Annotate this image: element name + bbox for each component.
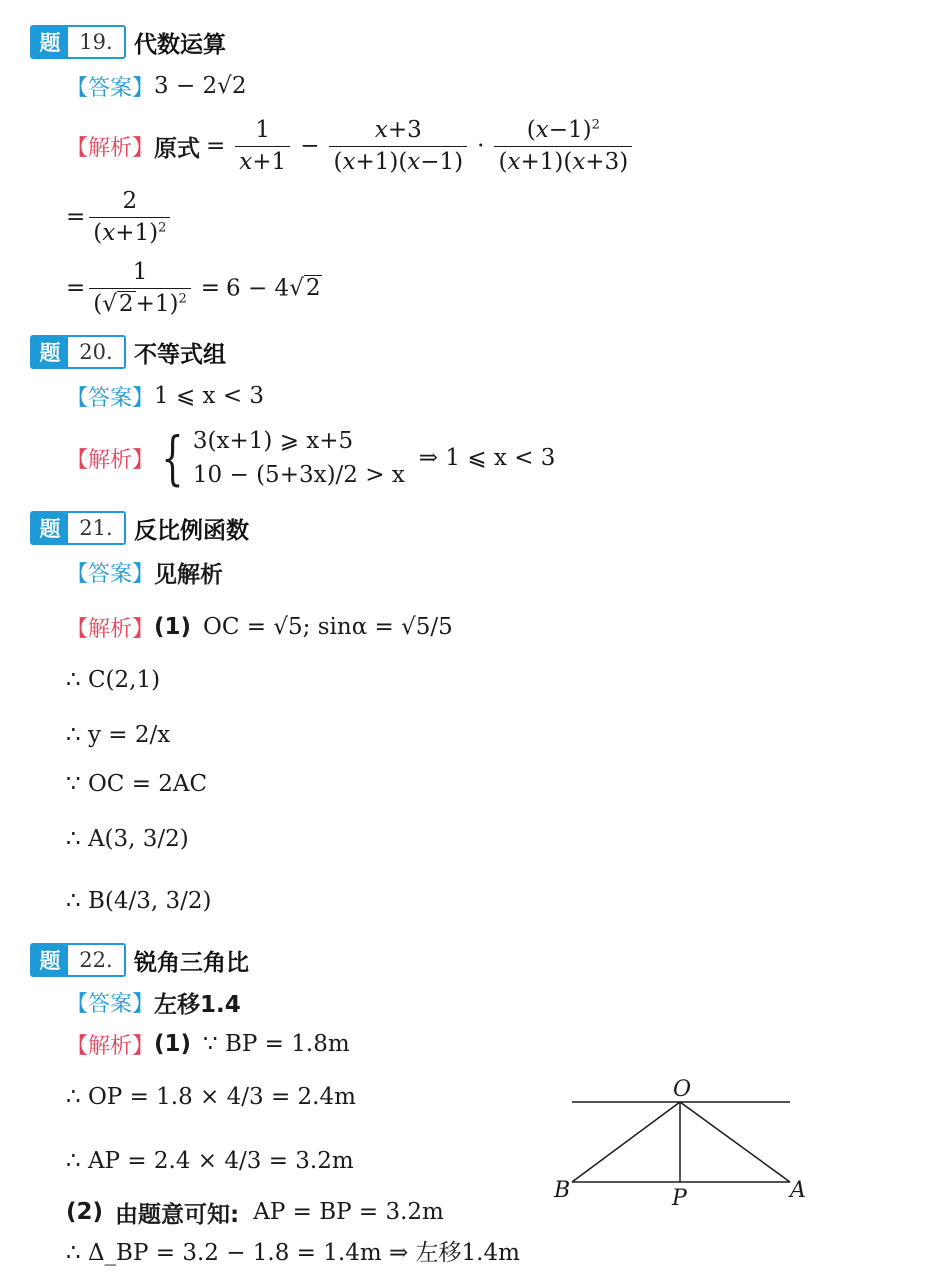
answer-value: 见解析 (154, 561, 224, 588)
analysis-step-1 (66, 596, 453, 658)
analysis-step-5 (66, 1232, 520, 1268)
answer-tag: 【答案】 (66, 385, 155, 411)
analysis-step-1 (66, 1026, 350, 1062)
question-title: 代数运算 (134, 31, 226, 58)
formula: AP = BP = 3.2m (253, 1199, 444, 1225)
analysis-step-4 (66, 766, 207, 802)
analysis-step-2 (66, 1066, 356, 1128)
analysis-step-6 (66, 870, 211, 932)
analysis-tag: 【解析】 (66, 1033, 155, 1059)
part-label: (1) (154, 1031, 192, 1057)
part-label: (1) (154, 614, 192, 640)
analysis-system (66, 420, 555, 496)
answer-line-22 (66, 984, 241, 1020)
question-badge (30, 335, 126, 369)
answer-value: 1 ⩽ x < 3 (154, 383, 265, 409)
formula: ∴ y = 2/x (66, 722, 171, 748)
question-badge (30, 943, 126, 977)
part-label: (2) (66, 1199, 104, 1225)
answer-value: 左移1.4 (154, 991, 241, 1018)
answer-line-20 (66, 378, 264, 414)
question-header-21 (30, 510, 249, 546)
answer-tag: 【答案】 (66, 561, 155, 587)
step-prefix: 原式 (154, 135, 201, 162)
question-title: 不等式组 (134, 341, 226, 368)
point-label-O: O (673, 1077, 692, 1102)
analysis-step-2 (66, 662, 160, 698)
inequality-system (193, 424, 405, 492)
analysis-tag: 【解析】 (66, 447, 155, 473)
point-label-A: A (790, 1178, 806, 1203)
analysis-step-3 (66, 1130, 354, 1192)
answer-value: 3 − 2√2 (154, 73, 247, 99)
formula: ∴ OP = 1.8 × 4/3 = 2.4m (66, 1084, 356, 1110)
formula: ∴ AP = 2.4 × 4/3 = 3.2m (66, 1148, 354, 1174)
question-label: 题 (32, 945, 68, 975)
answer-line-21 (66, 554, 223, 590)
brace: { (161, 424, 184, 492)
question-number: 21. (68, 513, 124, 543)
question-header-20 (30, 334, 226, 370)
question-number: 22. (68, 945, 124, 975)
formula: ∵ OC = 2AC (66, 771, 208, 797)
answer-tag: 【答案】 (66, 75, 155, 101)
point-label-P: P (672, 1186, 687, 1210)
formula: ∵ BP = 1.8m (203, 1031, 350, 1057)
analysis-step-4 (66, 1194, 444, 1230)
question-number: 19. (68, 27, 124, 57)
inequality-2: 10 − (5+3x)/2 > x (192, 462, 405, 488)
question-header-19 (30, 24, 226, 60)
question-label: 题 (32, 513, 68, 543)
geometry-figure (540, 1070, 810, 1210)
formula: ∴ A(3, 3/2) (66, 826, 189, 852)
formula: ∴ C(2,1) (66, 667, 161, 693)
analysis-step-3 (66, 704, 170, 766)
question-badge (30, 25, 126, 59)
question-number: 20. (68, 337, 124, 367)
analysis-step-2: = $\frac{2}{(x+1)^2}$ (66, 184, 174, 250)
question-label: 题 (32, 337, 68, 367)
inequality-1: 3(x+1) ⩾ x+5 (192, 428, 354, 454)
point-label-B: B (554, 1178, 571, 1203)
analysis-tag: 【解析】 (66, 135, 155, 161)
answer-line-19 (66, 68, 246, 104)
analysis-tag: 【解析】 (66, 616, 155, 642)
formula: OC = √5; sinα = √5/5 (203, 614, 453, 640)
formula: ∴ Δ_BP = 3.2 − 1.8 = 1.4m ⇒ 左移1.4m (66, 1239, 520, 1266)
question-badge (30, 511, 126, 545)
system-result: ⇒ 1 ⩽ x < 3 (418, 445, 556, 471)
formula: ∴ B(4/3, 3/2) (66, 888, 212, 914)
question-title: 锐角三角比 (134, 949, 249, 976)
question-title: 反比例函数 (134, 517, 249, 544)
question-header-22 (30, 942, 249, 978)
answer-tag: 【答案】 (66, 991, 155, 1017)
step-text: 由题意可知: (115, 1201, 240, 1228)
analysis-step-5 (66, 808, 189, 870)
analysis-step-1: 【解析】 原式 = $\frac{1}{x+1}$ − $\frac{x+3}{(x+1)(x-1)}$ · $\frac{(x-1)^2}{(x+1)(x+3)}$ (66, 112, 636, 180)
analysis-step-3: = 1 (√ 2 +1)$^2$ = 6 − 4√ 2 (66, 259, 321, 317)
question-label: 题 (32, 27, 68, 57)
